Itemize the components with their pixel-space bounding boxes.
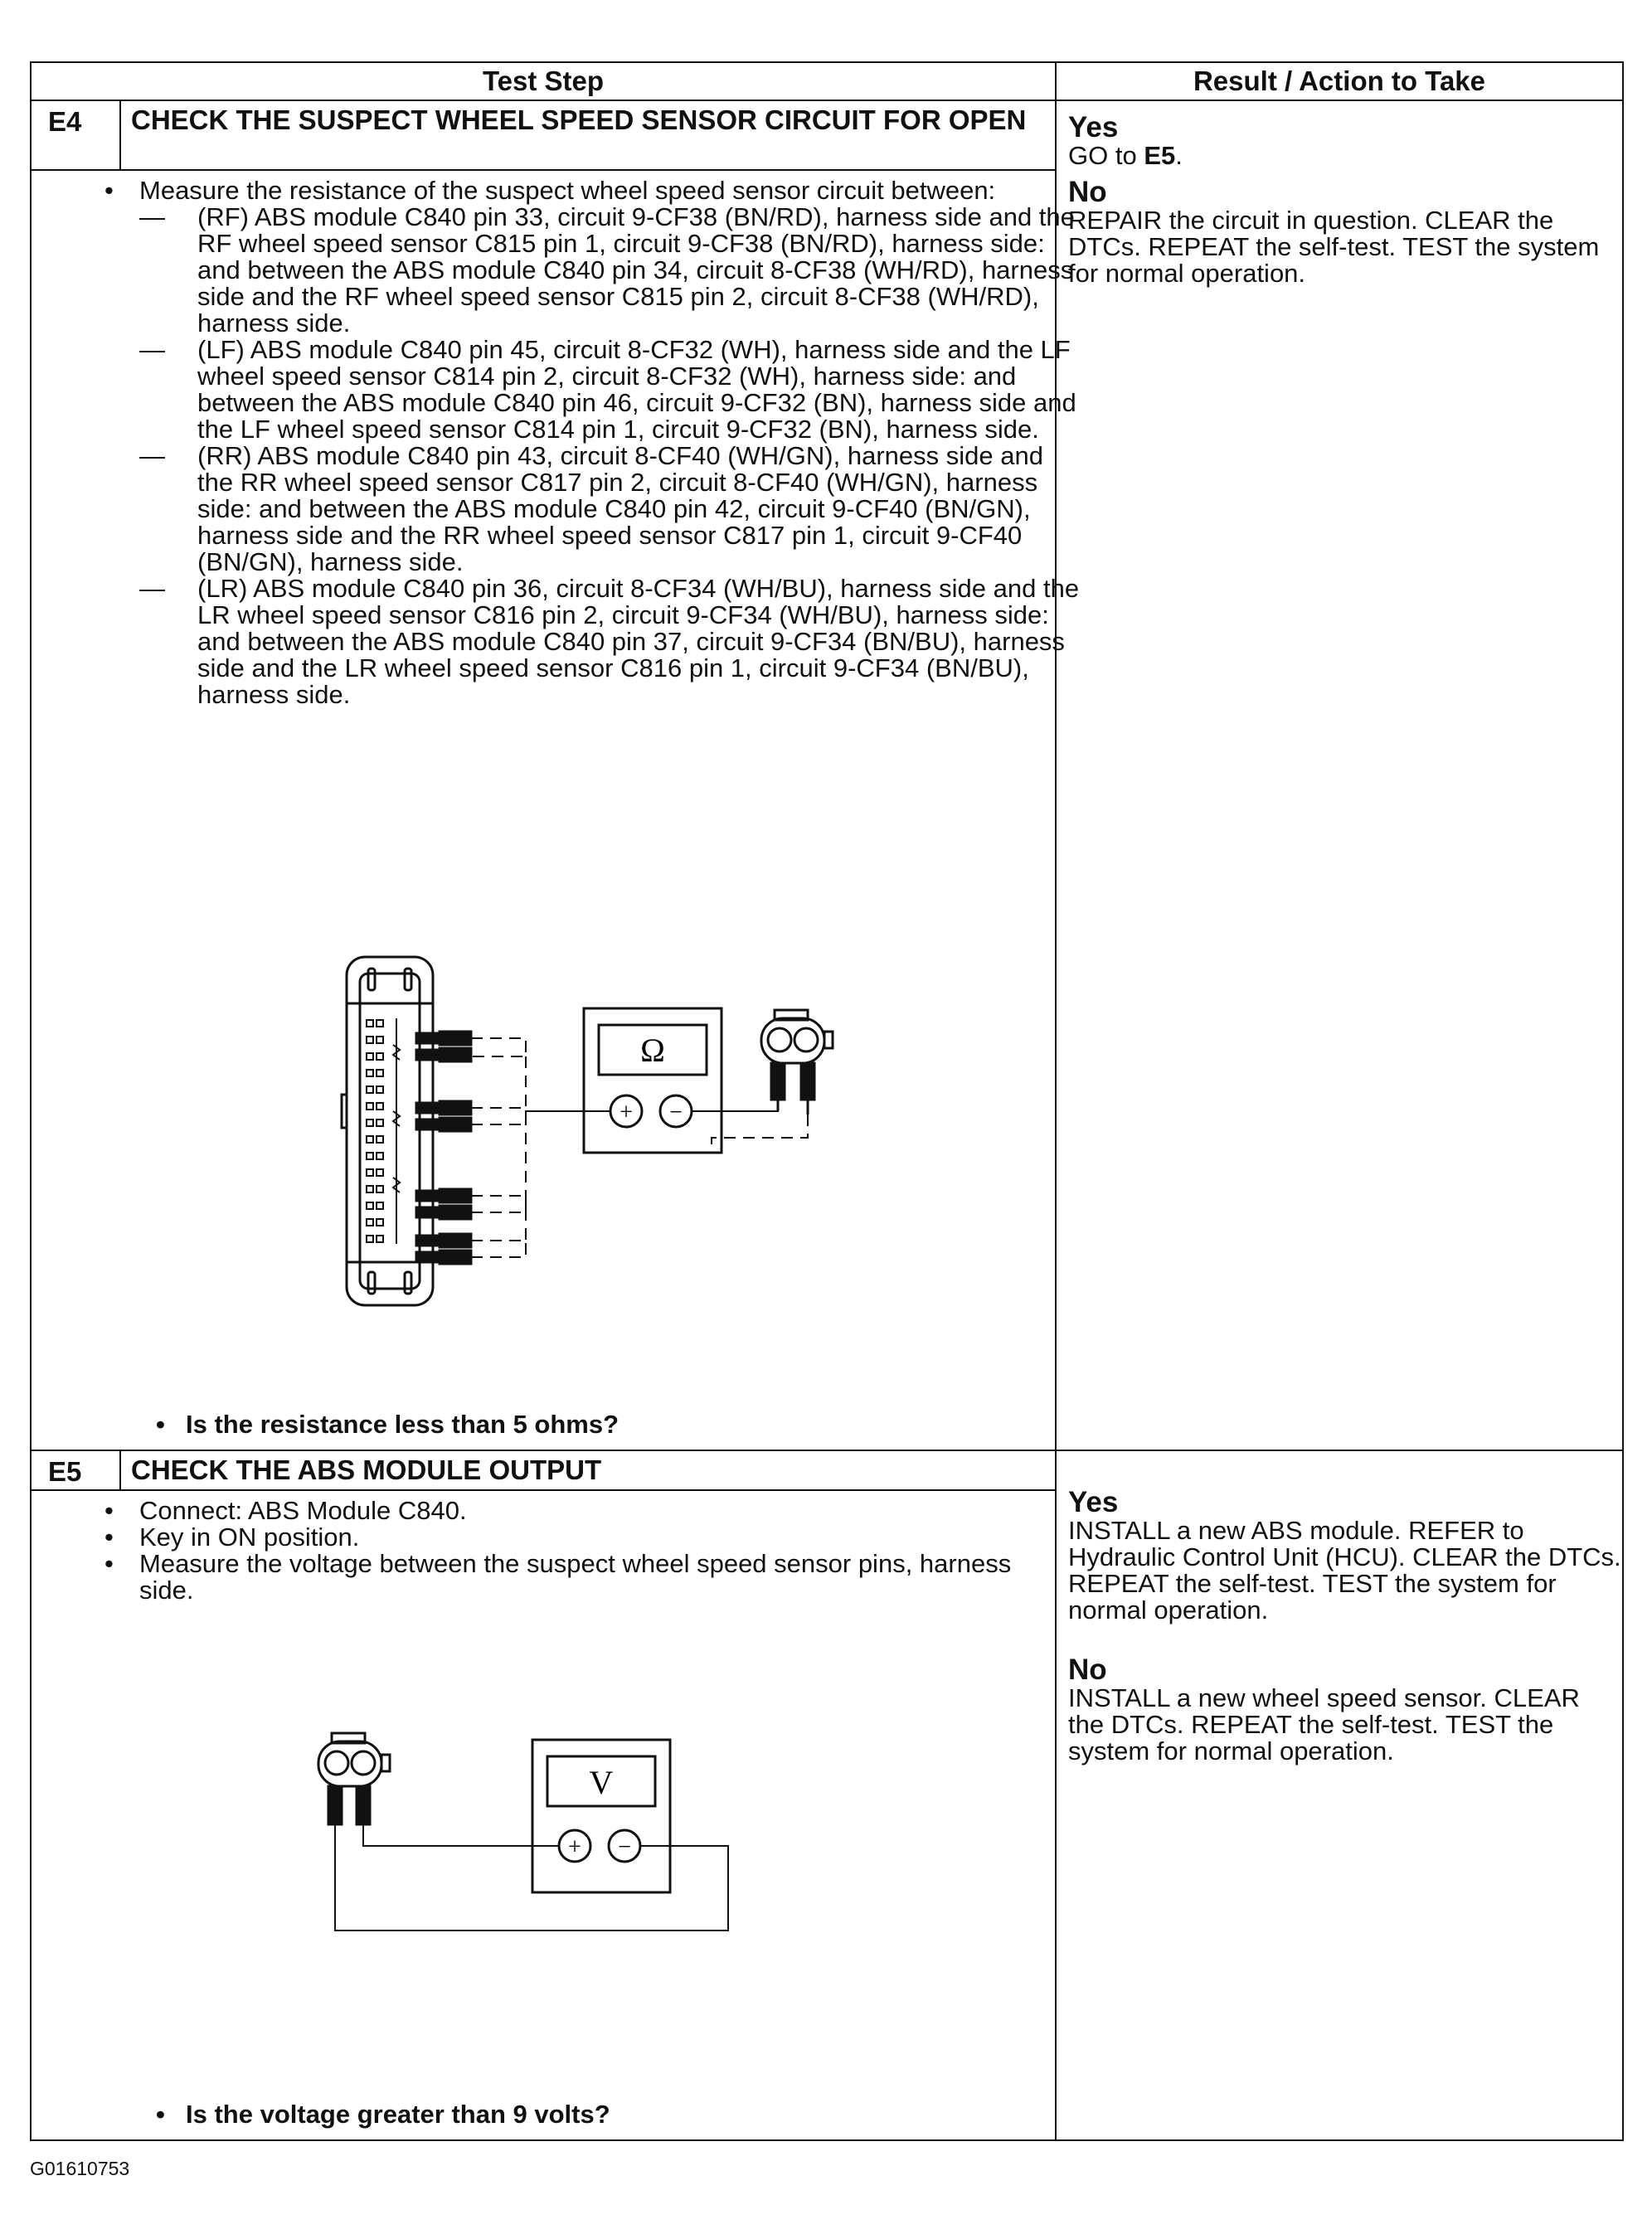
wheel-speed-sensor-connector-icon-e5 bbox=[318, 1733, 390, 1824]
e5-voltage-diagram bbox=[280, 1731, 745, 1972]
e5-step-measure: • Measure the voltage between the suspect wheel speed sensor pins, harness side. bbox=[91, 1551, 1018, 1604]
e4-question-bullet: • bbox=[156, 1410, 165, 1439]
e4-content bbox=[139, 176, 1080, 709]
e5-content bbox=[139, 1498, 1018, 1604]
e5-question-bullet: • bbox=[156, 2100, 165, 2129]
procedure-sheet bbox=[30, 61, 1622, 2141]
e5-no-label: No bbox=[1068, 1654, 1107, 1686]
e4-item-rr: — (RR) ABS module C840 pin 43, circuit 8-CF40 (WH/GN), harness side and the RR wheel speed sensor C817 pin 2, circuit 8-CF40 (WH/GN), harness side: and between the ABS module C840 pin 42, circuit 9-CF40 (BN/GN), harness side and the RR wheel speed sensor C817 pin 1, circuit 9-CF40 (BN/GN), harness side. bbox=[139, 443, 1083, 575]
e4-result-cell bbox=[1056, 100, 1623, 1450]
e4-step-title: CHECK THE SUSPECT WHEEL SPEED SENSOR CIRCUIT FOR OPEN bbox=[120, 100, 1056, 170]
e5-title-row bbox=[31, 1450, 1623, 1490]
e4-yes-text: GO to E5. bbox=[1068, 141, 1183, 170]
e4-item-lf: — (LF) ABS module C840 pin 45, circuit 8-CF32 (WH), harness side and the LF wheel speed sensor C814 pin 2, circuit 8-CF32 (WH), harness side: and between the ABS module C840 pin 46, circuit 9-CF32 (BN), harness side and the LF wheel speed sensor C814 pin 1, circuit 9-CF32 (BN), harness side. bbox=[139, 337, 1083, 443]
e5-yes-text: INSTALL a new ABS module. REFER to Hydraulic Control Unit (HCU). CLEAR the DTCs. REPEAT the self-test. TEST the system for normal operation. bbox=[1068, 1516, 1621, 1625]
e4-item-rf: — (RF) ABS module C840 pin 33, circuit 9-CF38 (BN/RD), harness side and the RF wheel speed sensor C815 pin 1, circuit 9-CF38 (BN/RD), harness side: and between the ABS module C840 pin 34, circuit 8-CF38 (WH/RD), harness side and the RF wheel speed sensor C815 pin 2, circuit 8-CF38 (WH/RD), harness side. bbox=[139, 204, 1083, 337]
e5-question: Is the voltage greater than 9 volts? bbox=[186, 2100, 610, 2129]
e5-no-text: INSTALL a new wheel speed sensor. CLEAR the DTCs. REPEAT the self-test. TEST the system for normal operation. bbox=[1068, 1683, 1580, 1765]
table-header-row bbox=[31, 62, 1623, 100]
dashed-wiring bbox=[471, 1038, 808, 1257]
voltmeter-icon bbox=[532, 1740, 670, 1892]
e5-step-title: CHECK THE ABS MODULE OUTPUT bbox=[120, 1450, 1056, 1490]
meter-symbol-volt: V bbox=[589, 1764, 614, 1801]
e4-body-cell bbox=[31, 170, 1080, 1450]
e5-result-cell bbox=[1056, 1450, 1623, 2140]
e5-steps bbox=[91, 1498, 1018, 1604]
probe-leads-group bbox=[416, 1032, 471, 1264]
e5-yes-label: Yes bbox=[1068, 1486, 1119, 1518]
e5-body-cell bbox=[31, 1490, 1056, 2140]
meter-minus-sign: − bbox=[669, 1100, 683, 1125]
e4-no-label: No bbox=[1068, 176, 1107, 208]
e4-yes-label: Yes bbox=[1068, 111, 1119, 143]
result-action-header: Result / Action to Take bbox=[1056, 62, 1623, 100]
wheel-speed-sensor-connector-icon bbox=[761, 1010, 833, 1115]
e4-question: Is the resistance less than 5 ohms? bbox=[186, 1410, 620, 1439]
test-step-header: Test Step bbox=[31, 62, 1056, 100]
test-step-table bbox=[30, 61, 1624, 2141]
e4-item-lr: — (LR) ABS module C840 pin 36, circuit 8-CF34 (WH/BU), harness side and the LR wheel speed sensor C816 pin 2, circuit 9-CF34 (WH/BU), harness side: and between the ABS module C840 pin 37, circuit 9-CF34 (BN/BU), harness side and the LR wheel speed sensor C816 pin 1, circuit 9-CF34 (BN/BU), harness side. bbox=[139, 575, 1083, 708]
e4-step-id: E4 bbox=[31, 100, 120, 170]
meter-plus-sign: + bbox=[620, 1100, 633, 1125]
meter-symbol-ohm: Ω bbox=[640, 1032, 665, 1069]
ohmmeter-icon bbox=[584, 1008, 722, 1153]
e4-intro: • Measure the resistance of the suspect wheel speed sensor circuit between: — (RF) ABS module C840 pin 33, circuit 9-CF38 (BN/RD), harness side and the RF wheel speed sensor C815 pin 1, circuit 9-CF38 (BN/RD), harness side: and between the ABS module C840 pin 34, circuit 8-CF38 (WH/RD), harness side and the RF wheel speed sensor C815 pin 2, circuit 8-CF38 (WH/RD), harness side. — (LF) ABS module C840 pin 45, circuit 8-CF32 (WH), harness side and the LF wheel speed sensor C814 pin 2, circuit 8-CF32 (WH), harness side: and between the ABS module C840 pin 46, circuit 9-CF32 (BN), harness side and the LF wheel speed sensor C814 pin 1, circuit 9-CF32 (BN), harness side. — (RR) ABS module C840 pin 43, circuit 8-CF40 (WH/GN), harness side and the RR wheel speed sensor C817 pin 2, circuit 8-CF40 (WH/GN), harness side: and between the ABS module C840 pin 42, circuit 9-CF40 (BN/GN), harness side and the RR wheel speed sensor C817 pin 1, circuit 9-CF40 (BN/GN), harness side. — (LR) ABS module C840 pin 36, circuit 8-CF34 (WH/BU), harness side and the LR wheel speed sensor C816 pin 2, circuit 9-CF34 (WH/BU), harness side: and between the ABS module C840 pin 37, circuit 9-CF34 (BN/BU), harness side and the LR wheel speed sensor C816 pin 1, circuit 9-CF34 (BN/BU), harness side. bbox=[91, 177, 1035, 708]
e4-resistance-diagram bbox=[197, 954, 944, 1319]
e4-bullets bbox=[91, 176, 1080, 709]
figure-code: G01610753 bbox=[30, 2158, 130, 2179]
meter-leads bbox=[526, 1096, 778, 1111]
e5-step-id: E5 bbox=[31, 1450, 120, 1490]
e4-circuit-list bbox=[91, 202, 1080, 709]
e4-no-text: REPAIR the circuit in question. CLEAR the DTCs. REPEAT the self-test. TEST the system for normal operation. bbox=[1068, 206, 1600, 288]
meter-plus-sign-e5: + bbox=[568, 1834, 581, 1860]
e4-title-row bbox=[31, 100, 1623, 170]
meter-minus-sign-e5: − bbox=[618, 1834, 631, 1860]
e5-step-connect: • Connect: ABS Module C840. bbox=[91, 1498, 1018, 1524]
e5-step-key-on: • Key in ON position. bbox=[91, 1524, 1018, 1551]
